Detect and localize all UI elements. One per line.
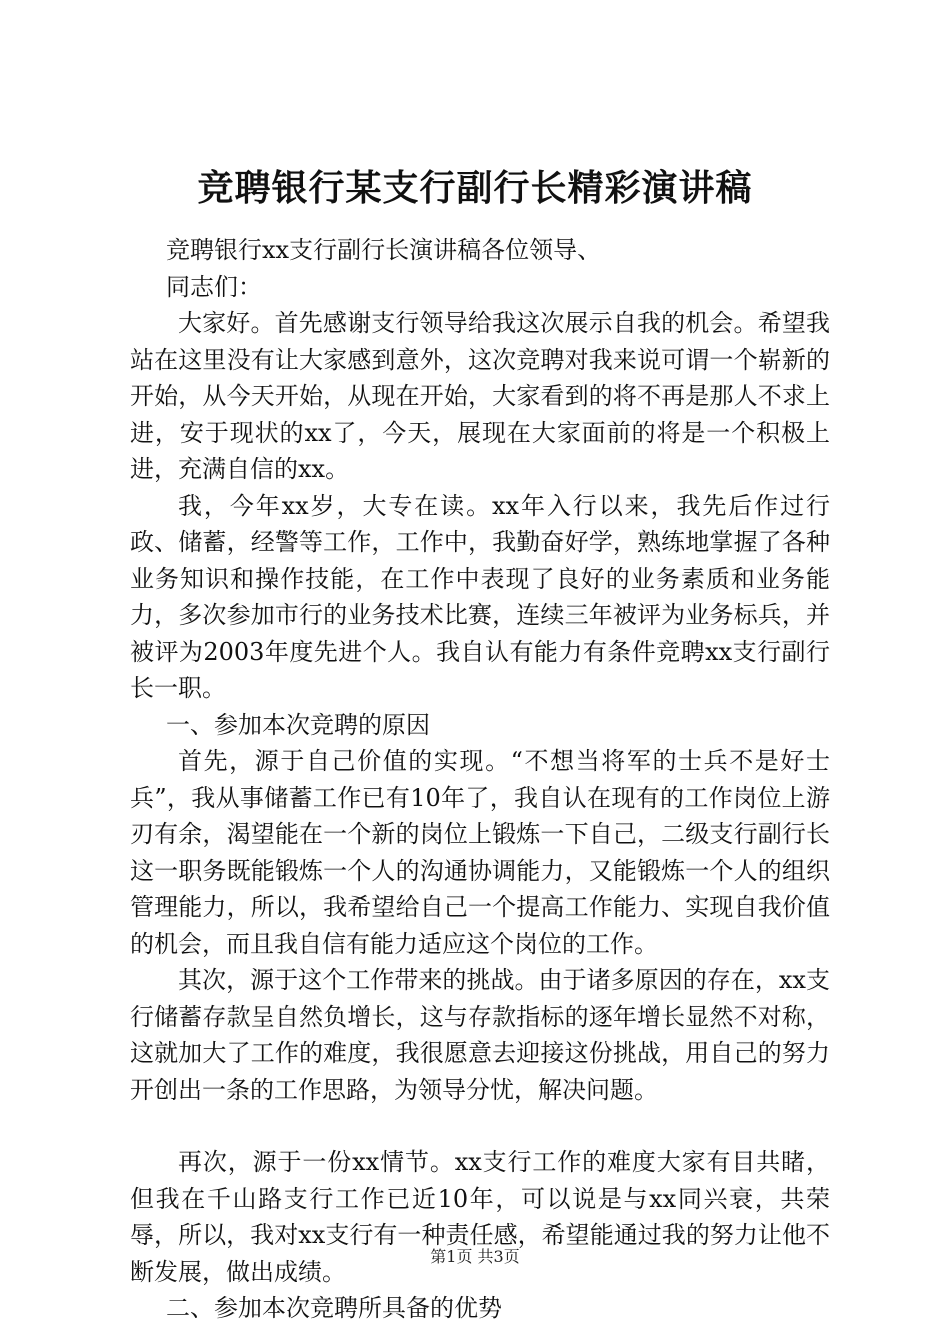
paragraph-spacer [130,1108,830,1144]
document-body [130,232,830,1327]
paragraph-reason-third: 再次，源于一份xx情节。xx支行工作的难度大家有目共睹，但我在千山路支行工作已近10年，可以说是与xx同兴衰，共荣辱，所以，我对xx支行有一种责任感，希望能通过我的努力让他不断发展，做出成绩。 [130,1148,830,1286]
section-heading-1: 一、参加本次竞聘的原因 [166,710,430,739]
paragraph-reason-first: 首先，源于自己价值的实现。“不想当将军的士兵不是好士兵”，我从事储蓄工作已有10年了，我自认在现有的工作岗位上游刃有余，渴望能在一个新的岗位上锻炼一下自己，二级支行副行长这一职务既能锻炼一个人的沟通协调能力，又能锻炼一个人的组织管理能力，所以，我希望给自己一个提高工作能力、实现自我价值的机会，而且我自信有能力适应这个岗位的工作。 [130,747,830,958]
page-title: 竞聘银行某支行副行长精彩演讲稿 [197,167,753,209]
page-footer: 第1页 共3页 [430,1247,520,1266]
paragraph-self-intro: 我，今年xx岁，大专在读。xx年入行以来，我先后作过行政、储蓄，经警等工作，工作中，我勤奋好学，熟练地掌握了各种业务知识和操作技能，在工作中表现了良好的业务素质和业务能力，多次参加市行的业务技术比赛，连续三年被评为业务标兵，并被评为2003年度先进个人。我自认有能力有条件竞聘xx支行副行长一职。 [130,491,830,702]
salutation-line-2: 同志们： [166,272,262,301]
salutation-line-1: 竞聘银行xx支行副行长演讲稿各位领导、 [166,236,602,264]
paragraph-greeting: 大家好。首先感谢支行领导给我这次展示自我的机会。希望我站在这里没有让大家感到意外，这次竞聘对我来说可谓一个崭新的开始，从今天开始，从现在开始，大家看到的将不再是那人不求上进，安于现状的xx了，今天，展现在大家面前的将是一个积极上进，充满自信的xx。 [130,309,830,483]
section-heading-2: 二、参加本次竞聘所具备的优势 [166,1294,502,1322]
paragraph-reason-second: 其次，源于这个工作带来的挑战。由于诸多原因的存在，xx支行储蓄存款呈自然负增长，这与存款指标的逐年增长显然不对称，这就加大了工作的难度，我很愿意去迎接这份挑战，用自己的努力开创出一条的工作思路，为领导分忧，解决问题。 [130,966,830,1104]
